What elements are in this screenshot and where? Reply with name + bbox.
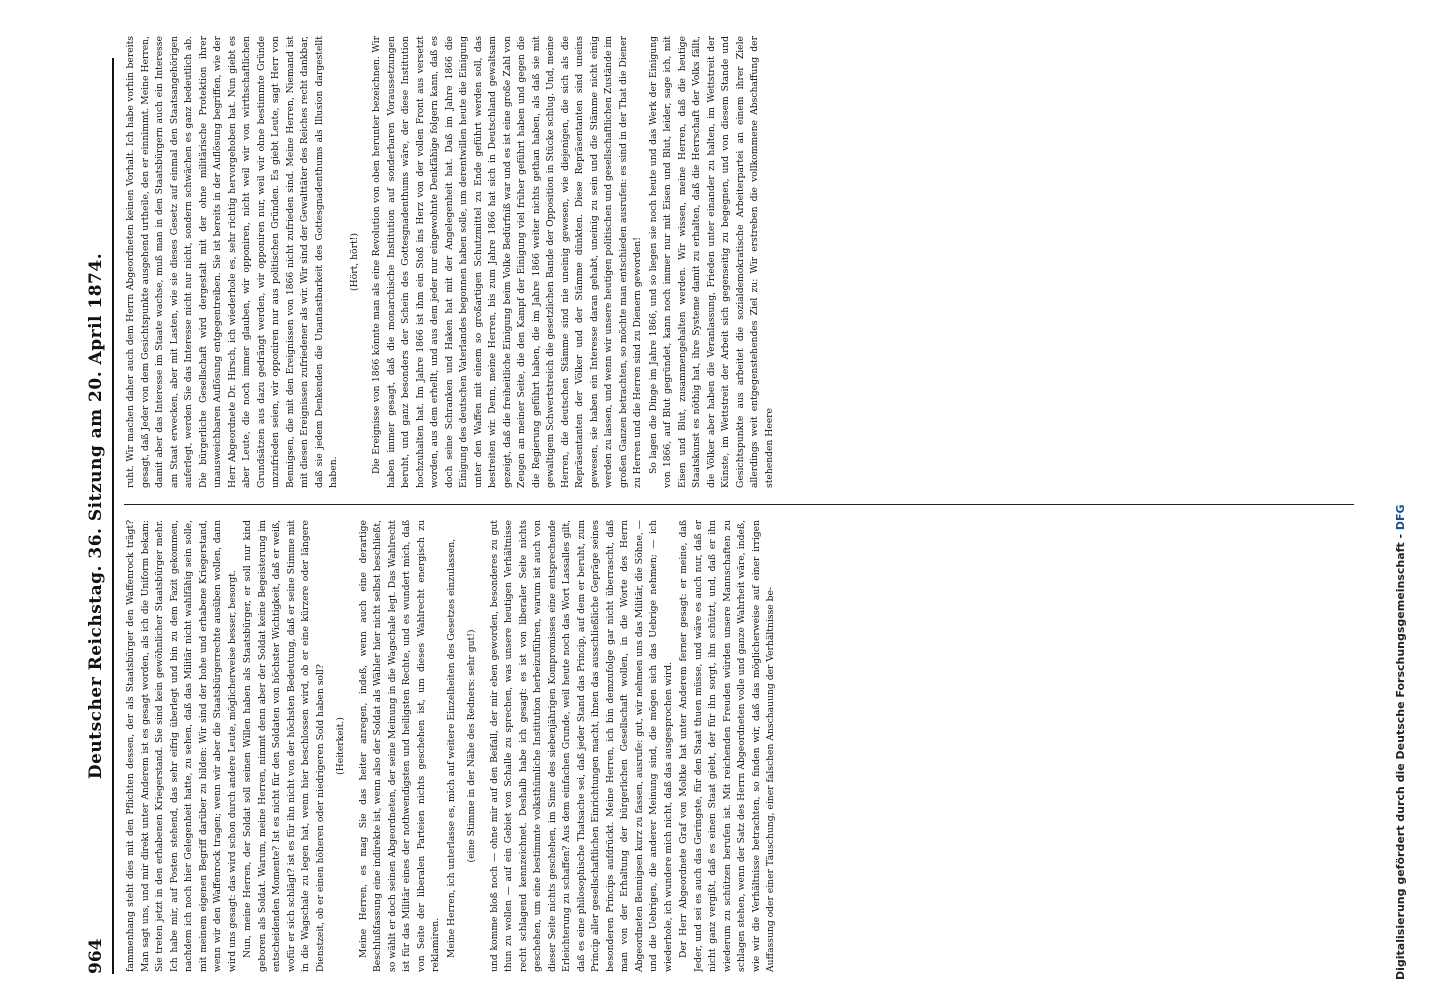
paragraph: Der Herr Abgeordnete Graf von Moltke hat unter Anderem ferner gesagt: er meine, daß Jeder, und sei es auch das Geringste, für den Staat thuen müsse, und wäre es auch nur, daß er nicht ganz vergißt, daß es einen Staat giebt, der für ihn sorgt, ihn schützt, und, daß er ihn wiederum zu schützen berufen ist. Mit reichenden Freuden würden unsere Mannschaften zu schlagen stehen, wenn der Satz des Herrn Abgeordneten volle und ganze Wahrheit wäre, indeß, wie wir die Verhältnisse betrachten, so finden wir, daß das möglicherweise auf einer irrigen Auffassung oder einer Täuschung, einer falschen Anschauung der Verhältnisse be-	[678, 520, 776, 972]
running-head: Deutscher Reichstag. 36. Sitzung am 20. April 1874.	[86, 252, 106, 780]
page-header	[84, 58, 114, 974]
paragraph: Meine Herren, ich unterlasse es, mich auf weitere Einzelheiten des Gesetzes einzulassen,	[445, 538, 457, 958]
remark: (Hört, hört!)	[348, 233, 360, 291]
paragraph: und komme bloß noch — ohne mir auf den Beifall, der mir eben geworden, besonderes zu gut thun zu wollen — auf ein Gebiet von Schalle zu sprechen, was unsere heutigen Verhältnisse recht schlagend kennzeichnet. Deshalb habe ich gesagt: es ist von liberaler Seite nichts geschehen, um eine bestimmte volksthümliche Institution herbeizuführen, warum ist auch von dieser Seite nichts geschehen, im Sinne des siebenjährigen Kompromisses eine entsprechende Erleichterung zu schaffen? Aus dem einfachen Grunde, weil heute noch das Wort Lassalles gilt, daß es eine philosophische Thatsache sei, daß jeder Stand das Princip, auf dem er beruht, zum Princip aller gesellschaftlichen Einrichtungen macht, ihnen das ausschließliche Gepräge seines besonderen Princips aufdrückt. Meine Herren, ich bin demzufolge gar nicht überrascht, daß man von der Erhaltung der bürgerlichen Gesellschaft wollen, in die Worte des Herrn Abgeordneten Bennigsen kurz zu fassen, ausrufe: gut, wir nehmen uns das Militär, die Söhne, — und die Uebrigen, die anderer Meinung sind, die mögen sich das Uebrige nehmen; — ich wiederhole, ich wundere mich nicht, daß das ausgesprochen wird.	[488, 520, 674, 972]
dfg-logo: DFG	[1394, 504, 1407, 531]
page-number: 964	[86, 938, 106, 974]
paragraph: Nun, meine Herren, der Soldat soll seinen Willen haben als Staatsbürger, er soll nur kind geboren als Soldat. Warum, meine Herren, nimmt denn aber der Soldat keine Begeisterung im entscheidenden Momente? Ist es nicht für den Soldaten von höchster Wichtigkeit, daß er weiß, wofür er sich schlägt? ist es für ihn nicht von der höchsten Bedeutung, daß er seine Stimme mit in die Wagschale zu legen hat, wenn hier beschlossen wird, ob er eine kürzere oder längere Dienstzeit, ob er einen höheren oder niedrigeren Sold haben soll?	[242, 520, 326, 972]
remark: (Heiterkeit.)	[335, 717, 346, 775]
column-divider	[124, 504, 1354, 505]
paragraph: Die Ereignisse von 1866 könnte man als eine Revolution von oben herunter bezeichnen. Wir haben immer gesagt, daß die monarchische Institution auf sonderbaren Voraussetzungen beruht, und ganz besonders der Schein des Gottesgnadenthums wäre, der diese Institution hochzuhalten hat. Im Jahre 1866 ist ihm ein Stoß ins Herz von der vollen Front aus versetzt worden, aus dem erhellt, und aus dem jeder nur eingewohnte Denkfähige folgern kann, daß es doch seine Schranken und Haken hat mit der Angelegenheit hat. Daß im Jahre 1866 die Einigung des deutschen Vaterlandes begonnen haben solle, um derentwillen heute die Einigung unter den Waffen mit einem so großartigen Schutzmittel zu Ende geführt werden soll, das bestreiten wir. Denn, meine Herren, bis zum Jahre 1866 hat sich in Deutschland gewaltsam gezeigt, daß die freiheitliche Einigung beim Volke Bedürfniß war und es ist eine große Zahl von Zeugen an meiner Seite, die den Kampf der Einigung viel früher geführt haben und gegen die die Regierung geführt haben, die im Jahre 1866 weiter nichts gethan haben, als daß sie mit gewaltigem Schwertstreich die gesetzlichen Bande der Opposition in Stücke schlug. Und, meine Herren, die deutschen Stämme sind nie uneinig gewesen, wie diejenigen, die sich als die Repräsentanten der Völker und der Stämme dünkten. Diese Repräsentanten sind uneins gewesen, sie haben ein Interesse daran gehabt, uneinig zu sein und die Stämme nicht einig werden zu lassen, und wenn wir unsere heutigen politischen und gesellschaftlichen Zustände im großen Ganzen betrachten, so möchte man entschieden ausrufen: es sind in der That die Diener zu Herren und die Herren sind zu Dienern geworden!	[371, 36, 643, 488]
paragraph: fammenhang steht dies mit den Pflichten dessen, der als Staatsbürger den Waffenrock trägt? Man sagt uns, und mir direkt unter Anderem ist es gesagt worden, als ich die Uniform bekam: Sie treten jetzt in den erhabenen Kriegerstand. Sie sind kein gewöhnlicher Staatsbürger mehr. Ich habe mir, auf Posten stehend, das sehr eifrig überlegt und bin zu dem Fazit gekommen, nachdem ich noch hier Gelegenheit hatte, zu sehen, daß das Militär nicht wahlfähig sein solle, mit meinem eigenen Begriff darüber zu bilden: Wir sind der hohe und erhabene Kriegerstand, wenn wir den Waffenrock tragen; wenn wir aber die Staatsbürgerrechte ausüben wollen, dann wird uns gesagt: das wird schon durch andere Leute, möglicherweise besser, besorgt.	[125, 520, 238, 972]
credit-text: Digitalisierung gefördert durch die Deutsche Forschungsgemeinschaft -	[1394, 533, 1407, 980]
remark: (eine Stimme in der Nähe des Redners: sehr gut!)	[466, 629, 477, 863]
paragraph: So lagen die Dinge im Jahre 1866, und so liegen sie noch heute und das Werk der Einigung von 1866, auf Blut gegründet, kann noch immer nur mit Eisen und Blut, leider, sage ich, mit Eisen und Blut, zusammengehalten werden. Wir wissen, meine Herren, daß die heutige Staatskunst es nöthig hat, ihre Systeme damit zu erhalten, daß die Herrschaft der Volks fällt, die Völker aber haben die Veranlassung, Frieden unter einander zu halten, im Wettstreit der Künste, im Wettstreit der Arbeit sich gegenseitig zu begegnen, und von diesem Stande und Gesichtspunkte aus arbeitet die sozialdemokratische Arbeiterpartei an einem ihrer Ziele allerdings weit entgegenstehendes Ziel zu: Wir erstreben die vollkommene Abschaffung der stehenden Heere	[647, 36, 775, 488]
digitization-credit	[1394, 20, 1414, 980]
left-column	[124, 520, 1354, 972]
right-column	[124, 36, 1354, 488]
paragraph: Meine Herren, es mag Sie das heiter anregen, indeß, wenn auch eine derartige Beschlußfassung eine indirekte ist, wenn also der Soldat als Wähler hier nicht selbst beschließt, so wählt er doch seinen Abgeordneten, der seine Meinung in die Wagschale legt. Das Wahlrecht ist für das Militär eines der nothwendigsten und heiligsten Rechte, und es wundert mich, daß von Seite der liberalen Parteien nichts geschehen ist, um dieses Wahlrecht energisch zu reklamiren.	[357, 520, 441, 972]
paragraph: ruht. Wir machen daher auch dem Herrn Abgeordneten keinen Vorhalt. Ich habe vorhin bereits gesagt, daß Jeder von dem Gesichtspunkte ausgehend urtheile, den er einnimmt. Meine Herren, damit aber das Interesse im Staate wachse, muß man in den Staatsbürgern auch ein Interesse am Staat erwecken, aber mit Lasten, wie sie dieses Gesetz auf einmal den Staatsangehörigen auferlegt, werden Sie das Interesse nicht nur nicht, sondern schwächen es ganz bedeutlich ab. Die bürgerliche Gesellschaft wird dergestalt mit der ohne militärische Protektion ihrer unausweichbaren Auflösung entgegentreiben. Sie ist bereits in der Auflösung begriffen, wie der Herr Abgeordnete Dr. Hirsch, ich wiederhole es, sehr richtig hervorgehoben hat. Nun giebt es aber Leute, die noch immer glauben, wir opponiren, nicht weil wir von wirthschaftlichen Grundsätzen aus dazu gedrängt werden, wir opponiren nur, weil wir ohne bestimmte Gründe unzufrieden seien, wir opponiren nur aus politischen Gründen. Es giebt Leute, sagt Herr von Bennigsen, die mit den Ereignissen von 1866 nicht zufrieden sind. Meine Herren, Niemand ist mit diesen Ereignissen zufriedener als wir. Wir sind der Gewalttäter des Reiches recht dankbar, daß sie jedem Denkenden die Unantastbarkeit des Gottesgnadenthums als Illusion dargestellt haben.	[125, 36, 339, 488]
